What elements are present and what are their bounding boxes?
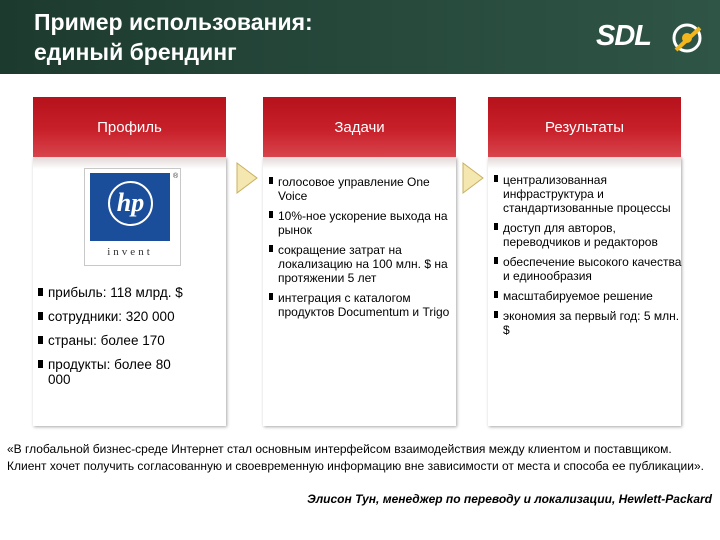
profile-list [38, 285, 253, 396]
quote-author: Элисон Тун, менеджер по переводу и локализации, Hewlett-Packard [307, 492, 712, 506]
list-item: прибыль: 118 млрд. $ [38, 285, 253, 300]
slide-title: Пример использования: единый брендинг [34, 9, 313, 65]
list-item: экономия за первый год: 5 млн. $ [494, 309, 686, 337]
list-item: продукты: более 80 000 [38, 357, 188, 387]
sdl-logo-text: SDL [596, 20, 651, 52]
slide-header [0, 0, 720, 74]
registered-mark: ® [173, 173, 179, 180]
list-item: обеспечение высокого качества и единообразия [494, 255, 686, 283]
list-item: голосовое управление One Voice [269, 175, 451, 203]
results-list [494, 173, 686, 343]
hp-logo-block [90, 173, 170, 241]
tasks-list [269, 175, 451, 325]
list-item: 10%-ное ускорение выхода на рынок [269, 209, 451, 237]
hp-logo [84, 168, 181, 266]
list-item: сокращение затрат на локализацию на 100 млн. $ на протяжении 5 лет [269, 243, 451, 285]
header-fade [263, 157, 456, 169]
quote-text: «В глобальной бизнес-среде Интернет стал основным интерфейсом взаимодействия между клиентом и поставщиком. Клиент хочет получить согласованную и своевременную информацию вне зависимости от места и способа ее публикации». [7, 442, 704, 473]
header-fade [488, 157, 681, 169]
list-item: централизованная инфраструктура и стандартизованные процессы [494, 173, 686, 215]
list-item: интеграция с каталогом продуктов Documentum и Trigo [269, 291, 451, 319]
list-item: масштабируемое решение [494, 289, 686, 303]
profile-header-label: Профиль [97, 119, 162, 136]
list-item: страны: более 170 [38, 333, 253, 348]
list-item: сотрудники: 320 000 [38, 309, 253, 324]
hp-logo-mark: hp [108, 181, 153, 226]
globe-icon [670, 20, 704, 56]
tasks-header [263, 97, 456, 157]
sdl-logo [596, 18, 706, 58]
results-header [488, 97, 681, 157]
results-header-label: Результаты [545, 119, 624, 136]
tasks-header-label: Задачи [334, 119, 385, 136]
profile-header [33, 97, 226, 157]
hp-logo-text: invent [107, 246, 153, 258]
list-item: доступ для авторов, переводчиков и редакторов [494, 221, 686, 249]
arrow-right-icon [462, 162, 484, 194]
arrow-right-icon [236, 162, 258, 194]
